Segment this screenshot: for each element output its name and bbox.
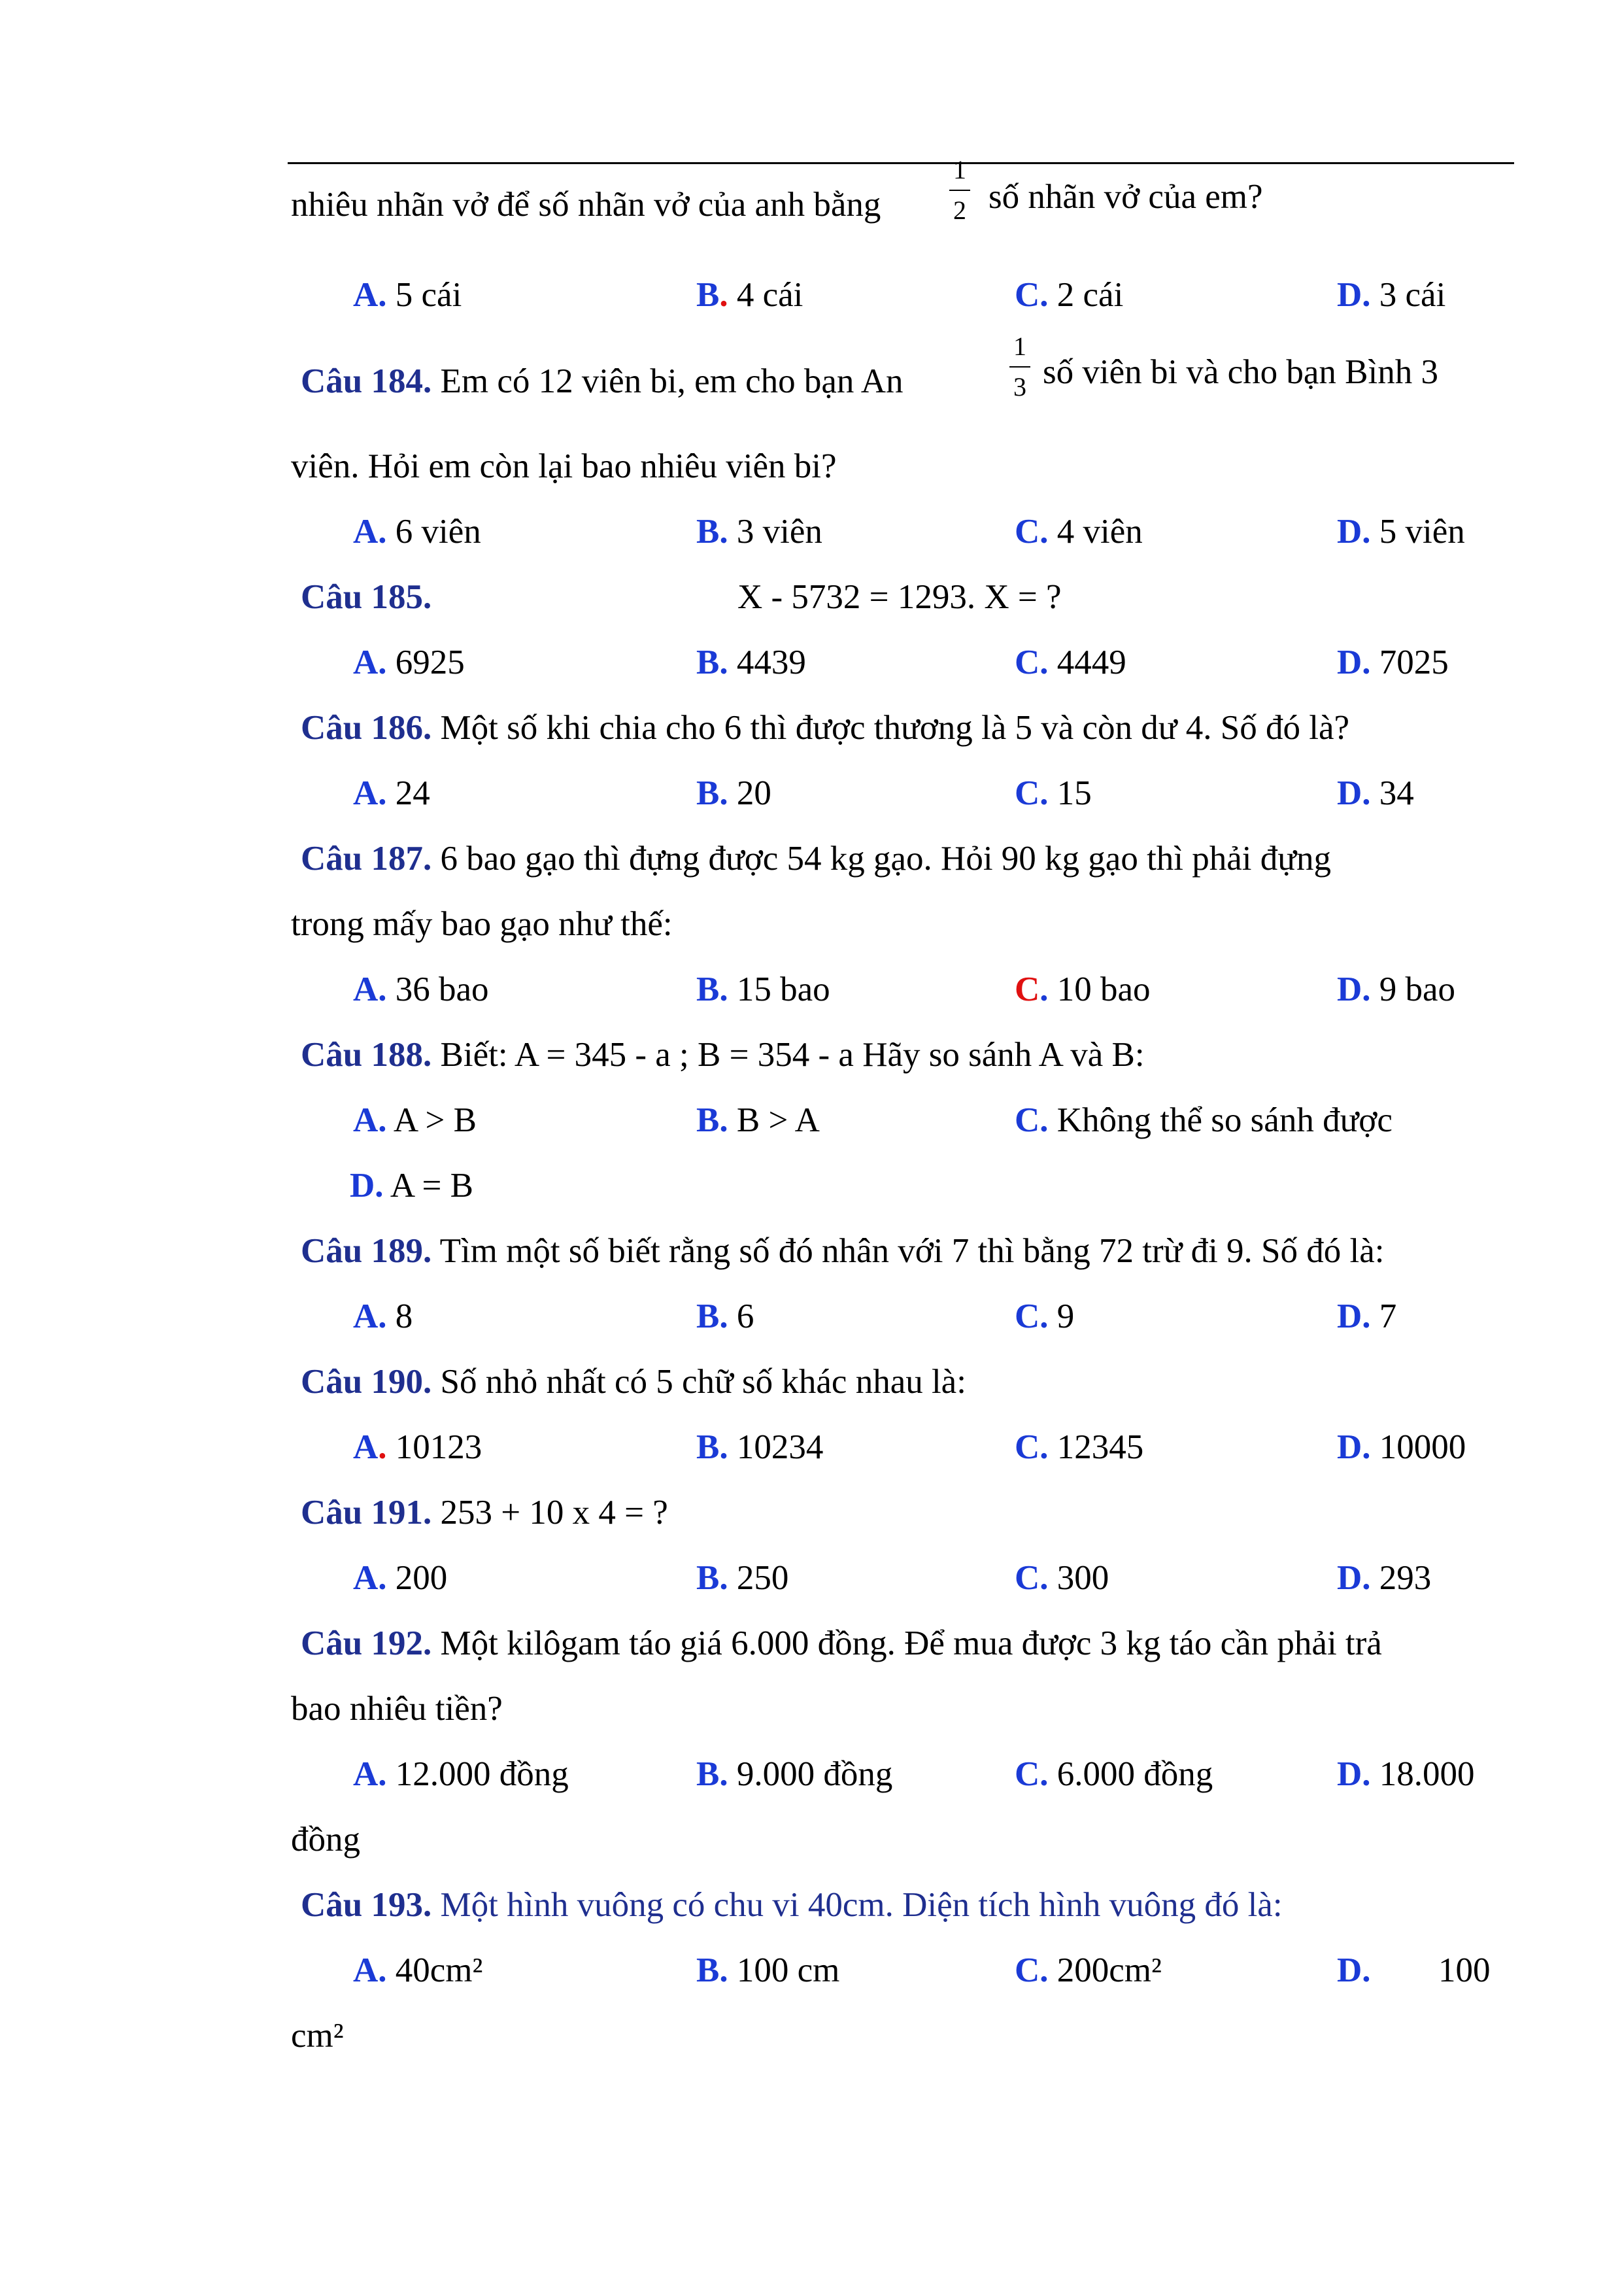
q192-option-d-continued: đồng (291, 1821, 360, 1859)
option-letter: B. (696, 1755, 728, 1793)
option-letter-a: A. (353, 1428, 387, 1466)
q184-text-after: số viên bi và cho bạn Bình 3 (1043, 353, 1438, 391)
question-184 (301, 361, 904, 402)
option-text: 24 (395, 774, 430, 812)
question-label: Câu 193. (301, 1886, 432, 1924)
option-dot: . (719, 276, 728, 314)
question-label: Câu 192. (301, 1624, 432, 1662)
option-letter: D. (1337, 774, 1371, 812)
intro-text-before: nhiêu nhãn vở để số nhãn vở của anh bằng (291, 186, 881, 224)
option-text: 4439 (736, 643, 806, 681)
option-letter: C. (1015, 1951, 1049, 1989)
option-text: 3 cái (1379, 276, 1446, 314)
question-189 (301, 1231, 1385, 1271)
option-text: 15 bao (736, 970, 830, 1008)
q190-option-a (353, 1427, 482, 1467)
intro-fraction (947, 156, 973, 225)
question-label: Câu 184. (301, 362, 432, 400)
option-letter: C. (1015, 276, 1049, 314)
option-text: 6 viên (395, 513, 481, 551)
option-letter: B. (696, 1101, 728, 1139)
option-letter: B. (696, 1428, 728, 1466)
option-letter: C. (1015, 1297, 1049, 1335)
question-label: Câu 187. (301, 840, 432, 878)
question-text: Một hình vuông có chu vi 40cm. Diện tích hình vuông đó là: (440, 1886, 1283, 1924)
option-text: B > A (736, 1101, 820, 1139)
intro-option-b (696, 275, 803, 315)
option-text: 34 (1379, 774, 1414, 812)
question-192 (301, 1623, 1382, 1664)
intro-option-c (1015, 275, 1123, 315)
fraction-bar (949, 190, 970, 191)
option-letter: A. (353, 1755, 387, 1793)
option-letter: B. (696, 1951, 728, 1989)
option-text: 20 (736, 774, 771, 812)
q187-option-a (353, 969, 489, 1010)
q186-option-b (696, 773, 771, 814)
option-letter: A. (353, 1559, 387, 1597)
fraction-bar (1009, 366, 1030, 368)
option-text: 12345 (1056, 1428, 1144, 1466)
option-text: 4449 (1056, 643, 1126, 681)
option-text: 300 (1056, 1559, 1109, 1597)
q191-option-d (1337, 1558, 1431, 1598)
option-text: 10 bao (1056, 970, 1151, 1008)
option-text: 15 (1056, 774, 1092, 812)
option-text: 5 cái (395, 276, 462, 314)
question-185-label (301, 577, 431, 617)
question-190 (301, 1362, 966, 1402)
q186-option-a (353, 773, 430, 814)
question-text: Tìm một số biết rằng số đó nhân với 7 thì bằng 72 trừ đi 9. Số đó là: (439, 1232, 1385, 1270)
q185-option-a (353, 642, 465, 683)
intro-text-after: số nhãn vở của em? (988, 178, 1263, 216)
option-text: 5 viên (1379, 513, 1465, 551)
q184-text-line2: viên. Hỏi em còn lại bao nhiêu viên bi? (291, 447, 837, 485)
option-letter: C. (1015, 643, 1049, 681)
q186-option-c (1015, 773, 1092, 814)
option-letter: C. (1015, 1559, 1049, 1597)
q185-option-b (696, 642, 806, 683)
option-text: 10123 (395, 1428, 482, 1466)
option-text: 18.000 (1379, 1755, 1475, 1793)
question-191 (301, 1492, 668, 1533)
option-letter-red: C (1015, 970, 1040, 1008)
option-text: 3 viên (736, 513, 822, 551)
fraction-numerator: 1 (1013, 332, 1026, 361)
question-text: Một số khi chia cho 6 thì được thương là 5 và còn dư 4. Số đó là? (440, 709, 1349, 747)
option-text: Không thể so sánh được (1056, 1101, 1393, 1139)
question-187 (301, 838, 1331, 879)
option-letter: C. (1015, 1101, 1049, 1139)
option-text: A > B (393, 1101, 477, 1139)
option-text: 250 (736, 1559, 789, 1597)
q192-option-a (353, 1754, 569, 1794)
option-text: 200 (395, 1559, 448, 1597)
question-text: 253 + 10 x 4 = ? (440, 1494, 668, 1532)
q190-option-c (1015, 1427, 1143, 1467)
q184-option-a (353, 511, 481, 552)
q188-option-d (350, 1165, 473, 1206)
q193-option-b (696, 1950, 839, 1991)
header-rule (288, 162, 1514, 164)
option-text: 12.000 đồng (395, 1755, 569, 1793)
option-text: 7 (1379, 1297, 1397, 1335)
question-text: Một kilôgam táo giá 6.000 đồng. Để mua được 3 kg táo cần phải trả (440, 1624, 1382, 1662)
q193-option-d-letter (1337, 1950, 1371, 1991)
q185-option-c (1015, 642, 1126, 683)
q190-option-b (696, 1427, 823, 1467)
q189-option-b (696, 1296, 754, 1337)
q191-option-a (353, 1558, 447, 1598)
option-letter: A. (353, 1101, 387, 1139)
option-letter: B. (696, 774, 728, 812)
q187-option-d (1337, 969, 1455, 1010)
q190-option-d (1337, 1427, 1466, 1467)
option-letter: D. (1337, 276, 1371, 314)
option-letter: A. (353, 643, 387, 681)
option-letter: C. (1015, 1755, 1049, 1793)
option-text: 2 cái (1056, 276, 1124, 314)
question-188 (301, 1035, 1145, 1075)
option-text: 8 (395, 1297, 413, 1335)
question-193 (301, 1885, 1283, 1925)
fraction-denominator: 2 (953, 196, 966, 225)
question-text: Số nhỏ nhất có 5 chữ số khác nhau là: (440, 1363, 966, 1401)
option-text: 9.000 đồng (736, 1755, 893, 1793)
q187-text-line2: trong mấy bao gạo như thế: (291, 905, 673, 943)
question-label: Câu 191. (301, 1494, 432, 1532)
option-letter: B. (696, 1297, 728, 1335)
question-label: Câu 186. (301, 709, 432, 747)
option-text: A = B (390, 1167, 473, 1205)
option-letter: A. (353, 774, 387, 812)
q184-option-d (1337, 511, 1465, 552)
question-label: Câu 190. (301, 1363, 432, 1401)
q189-option-d (1337, 1296, 1396, 1337)
option-text: 200cm² (1056, 1951, 1162, 1989)
q188-option-a (353, 1100, 477, 1140)
q184-option-c (1015, 511, 1143, 552)
question-185-text: X - 5732 = 1293. X = ? (737, 578, 1062, 616)
option-text: 6.000 đồng (1056, 1755, 1213, 1793)
q193-option-d-text: 100 (1438, 1951, 1491, 1989)
option-text: 100 cm (736, 1951, 840, 1989)
option-text: 6925 (395, 643, 465, 681)
q192-text-line2: bao nhiêu tiền? (291, 1690, 503, 1728)
q187-option-c (1015, 969, 1151, 1010)
fraction-numerator: 1 (953, 155, 966, 184)
option-text: 10234 (736, 1428, 824, 1466)
option-text: 7025 (1379, 643, 1449, 681)
question-label: Câu 189. (301, 1232, 432, 1270)
option-letter: A. (353, 970, 387, 1008)
q188-option-b (696, 1100, 820, 1140)
q193-option-c (1015, 1950, 1162, 1991)
option-text: 9 (1056, 1297, 1075, 1335)
fraction-denominator: 3 (1013, 372, 1026, 402)
q186-option-d (1337, 773, 1414, 814)
option-letter: D. (1337, 643, 1371, 681)
option-letter: B. (696, 513, 728, 551)
option-letter-b: B. (696, 276, 728, 314)
option-text: 40cm² (395, 1951, 483, 1989)
question-text: Em có 12 viên bi, em cho bạn An (440, 362, 904, 400)
option-letter: D. (350, 1167, 384, 1205)
option-letter: D. (1337, 513, 1371, 551)
q189-option-c (1015, 1296, 1074, 1337)
option-letter: B. (696, 1559, 728, 1597)
option-letter: D. (1337, 970, 1371, 1008)
option-dot: . (378, 1428, 387, 1466)
q188-option-c (1015, 1100, 1393, 1140)
question-label: Câu 185. (301, 578, 432, 616)
q192-option-d (1337, 1754, 1475, 1794)
option-letter: A. (353, 1951, 387, 1989)
question-label: Câu 188. (301, 1036, 432, 1074)
option-letter: B. (696, 970, 728, 1008)
option-text: 6 (736, 1297, 754, 1335)
option-letter: D. (1337, 1951, 1371, 1989)
q184-option-b (696, 511, 822, 552)
q193-option-d-continued: cm² (291, 2017, 344, 2055)
intro-option-d (1337, 275, 1445, 315)
option-text: 293 (1379, 1559, 1432, 1597)
option-text: 10000 (1379, 1428, 1466, 1466)
option-text: 9 bao (1379, 970, 1456, 1008)
option-letter: C. (1015, 513, 1049, 551)
question-text: 6 bao gạo thì đựng được 54 kg gạo. Hỏi 90 kg gạo thì phải đựng (440, 840, 1331, 878)
option-text: 4 cái (736, 276, 803, 314)
option-text: 36 bao (395, 970, 489, 1008)
option-letter: C. (1015, 1428, 1049, 1466)
q191-option-c (1015, 1558, 1109, 1598)
option-letter: D. (1337, 1297, 1371, 1335)
q184-fraction (1007, 332, 1033, 402)
option-letter: A. (353, 276, 387, 314)
option-letter: D. (1337, 1559, 1371, 1597)
option-letter: D. (1337, 1755, 1371, 1793)
option-letter: A. (353, 513, 387, 551)
intro-option-a (353, 275, 462, 315)
question-186 (301, 708, 1349, 748)
q191-option-b (696, 1558, 788, 1598)
option-text: 4 viên (1056, 513, 1143, 551)
q193-option-a (353, 1950, 482, 1991)
q189-option-a (353, 1296, 413, 1337)
q187-option-b (696, 969, 830, 1010)
question-text: Biết: A = 345 - a ; B = 354 - a Hãy so sánh A và B: (440, 1036, 1145, 1074)
q192-option-b (696, 1754, 892, 1794)
option-letter: D. (1337, 1428, 1371, 1466)
option-letter: C. (1015, 774, 1049, 812)
q192-option-c (1015, 1754, 1213, 1794)
option-letter: B. (696, 643, 728, 681)
option-letter: A. (353, 1297, 387, 1335)
option-letter-c: C. (1015, 970, 1049, 1008)
q185-option-d (1337, 642, 1449, 683)
